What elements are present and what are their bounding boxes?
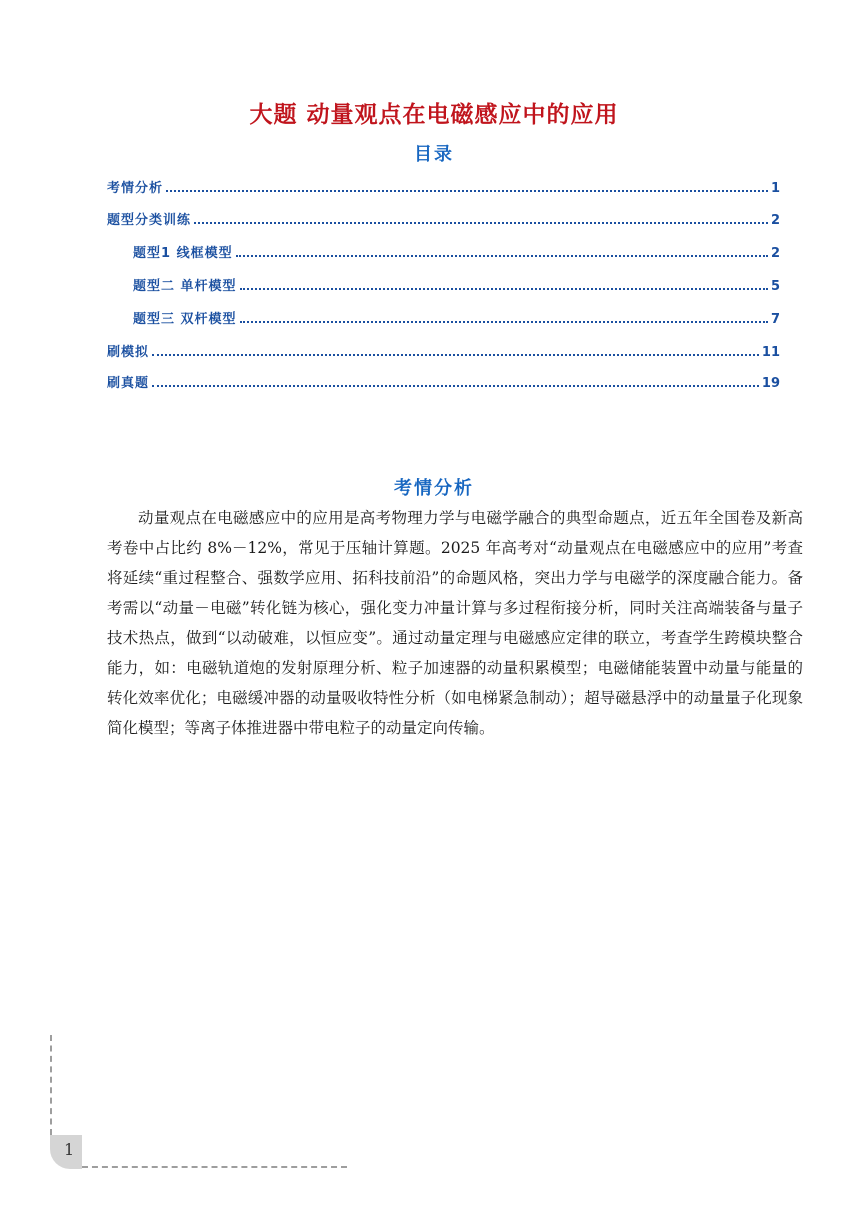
dashed-horizontal-divider — [82, 1166, 347, 1168]
toc-entry-page: 11 — [761, 345, 780, 360]
toc-entry-page: 2 — [770, 213, 780, 228]
toc-entry-page: 19 — [761, 376, 780, 391]
toc-entry-page: 7 — [770, 312, 780, 327]
main-title: 大题 动量观点在电磁感应中的应用 — [249, 102, 619, 128]
page-number: 1 — [64, 1140, 75, 1159]
toc-entry-label: 考情分析 — [107, 181, 164, 196]
toc-entry-page: 2 — [770, 246, 780, 261]
section-paragraph: 动量观点在电磁感应中的应用是高考物理力学与电磁学融合的典型命题点，近五年全国卷及新高考卷中占比约 8%－12%，常见于压轴计算题。2025 年高考对“动量观点在电磁感应中的应用”考查将延续“重过程整合、强数学应用、拓科技前沿”的命题风格，突出力学与电磁学的深度融合能力。备考需以“动量－电磁”转化链为核心，强化变力冲量计算与多过程衔接分析，同时关注高端装备与量子技术热点，做到“以动破难，以恒应变”。通过动量定理与电磁感应定律的联立，考查学生跨模块整合能力，如：电磁轨道炮的发射原理分析、粒子加速器的动量积累模型；电磁储能装置中动量与能量的转化效率优化；电磁缓冲器的动量吸收特性分析（如电梯紧急制动）；超导磁悬浮中的动量量子化现象简化模型；等离子体推进器中带电粒子的动量定向传输。 — [107, 509, 803, 737]
toc-entry-analysis[interactable] — [107, 172, 780, 196]
toc-entry-type-1[interactable] — [133, 237, 780, 261]
toc-leader-dots — [240, 287, 768, 290]
toc-entry-label: 刷真题 — [107, 376, 150, 391]
toc-leader-dots — [152, 353, 759, 356]
toc-entry-label: 题型二 单杆模型 — [133, 279, 237, 294]
toc-entry-type-3[interactable] — [133, 303, 780, 327]
toc-entry-page: 1 — [770, 181, 780, 196]
toc-leader-dots — [152, 384, 759, 387]
toc-entry-label: 题型分类训练 — [107, 213, 192, 228]
toc-entry-mock[interactable] — [107, 336, 780, 360]
toc-entry-label: 刷模拟 — [107, 345, 150, 360]
toc-entry-label: 题型三 双杆模型 — [133, 312, 237, 327]
toc-entry-page: 5 — [770, 279, 780, 294]
toc-entry-real[interactable] — [107, 367, 780, 391]
toc-leader-dots — [166, 189, 768, 192]
toc-leader-dots — [236, 254, 768, 257]
toc-entry-label: 题型1 线框模型 — [133, 246, 233, 261]
toc-leader-dots — [240, 320, 768, 323]
toc-entry-training[interactable] — [107, 204, 780, 228]
dashed-vertical-divider — [50, 1035, 52, 1135]
section-title: 考情分析 — [394, 478, 474, 499]
toc-title: 目录 — [414, 144, 454, 165]
toc-entry-type-2[interactable] — [133, 270, 780, 294]
toc-leader-dots — [194, 221, 768, 224]
